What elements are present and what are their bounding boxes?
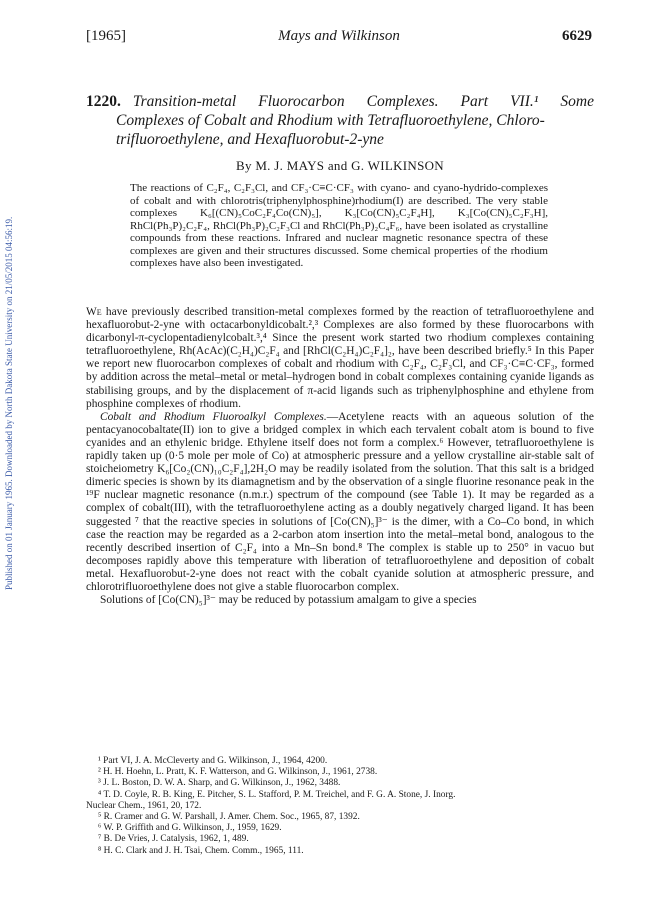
title-line-2: Complexes of Cobalt and Rhodium with Tetrafluoroethylene, Chloro- xyxy=(116,112,545,129)
header-year: [1965] xyxy=(86,28,126,44)
footnote: ⁴ T. D. Coyle, R. B. King, E. Pitcher, S. L. Stafford, P. M. Treichel, and F. G. A. Stone, J. Inorg. xyxy=(98,789,456,800)
article-title xyxy=(86,92,594,149)
download-stamp-text[interactable]: Published on 01 January 1965. Downloaded by North Dakota State University on 21/05/2015 04:56:19. xyxy=(4,216,14,590)
title-line-3: trifluoroethylene, and Hexafluorobut-2-yne xyxy=(116,131,384,148)
paragraph-2: Cobalt and Rhodium Fluoroalkyl Complexes.—Acetylene reacts with an aqueous solution of the pentacyanocobaltate(II) ion to give a bridged complex in which each tervalent cobalt atom is bound to five cyanides and an ethylenic bridge. Ethylene itself does not form a complex.⁶ However, tetrafluoroethylene is rapidly taken up (0·5 mole per mole of Co) at atmospheric pressure and a yellow crystalline air-stable salt of stoicheiometry K₆[Co₂(CN)₁₀C₂F₄],2H₂O may be readily isolated from the solution. That this salt is a bridged dimeric species is shown by its diamagnetism and by the observation of a single fluorine resonance peak in the ¹⁹F nuclear magnetic resonance (n.m.r.) spectrum of the compound (see Table 1). It may be regarded as a complex of cobalt(III), with the tetrafluoroethylene acting as a doubly negatively charged ligand. It has been suggested ⁷ that the reactive species in solutions of [Co(CN)₅]³⁻ is the dimer, with a Co–Co bond, in which case the reaction may be regarded as a 2-carbon atom insertion into the metal–metal bond, analogous to the recently described insertion of C₂F₄ into a Mn–Sn bond.⁸ The complex is stable up to 250° in vacuo but decomposes rapidly above this temperature with liberation of tetrafluoroethylene and deposition of cobalt metal. Hexafluorobut-2-yne does not react with the cobalt cyanide solution at atmospheric pressure, and chlorotrifluoroethylene does not give a stable fluorocarbon complex. xyxy=(86,410,594,593)
title-line-1: Transition-metal Fluorocarbon Complexes. Part VII.¹ Some xyxy=(132,93,594,110)
footnote: ³ J. L. Boston, D. W. A. Sharp, and G. Wilkinson, J., 1962, 3488. xyxy=(98,778,341,789)
header-page-number: 6629 xyxy=(562,28,592,44)
footnote: ² H. H. Hoehn, L. Pratt, K. F. Watterson, and G. Wilkinson, J., 1961, 2738. xyxy=(98,767,378,778)
footnote: ⁵ R. Cramer and G. W. Parshall, J. Amer. Chem. Soc., 1965, 87, 1392. xyxy=(98,812,360,823)
header-authors: Mays and Wilkinson xyxy=(278,28,400,44)
footnote: ⁷ B. De Vries, J. Catalysis, 1962, 1, 489. xyxy=(98,834,249,845)
article-number: 1220. xyxy=(86,93,121,110)
drop-cap: We xyxy=(86,306,102,318)
footnotes xyxy=(86,756,594,857)
byline: By M. J. MAYS and G. WILKINSON xyxy=(236,158,444,173)
footnote: ⁸ H. C. Clark and J. H. Tsai, Chem. Comm., 1965, 111. xyxy=(98,845,304,856)
download-stamp xyxy=(4,130,18,590)
running-header xyxy=(86,28,592,48)
footnote-continuation: Nuclear Chem., 1961, 20, 172. xyxy=(86,800,202,811)
footnote: ⁶ W. P. Griffith and G. Wilkinson, J., 1959, 1629. xyxy=(98,823,282,834)
body-text xyxy=(86,306,594,607)
abstract: The reactions of C₂F₄, C₂F₃Cl, and CF₃·C≡C·CF₃ with cyano- and cyano-hydrido-complexes of cobalt and with chlorotris(triphenylphosphine)rhodium(I) are described. The very stable complexes K₆[(CN)₅CoC₂F₄Co(CN)₅], K₃[Co(CN)₅C₂F₄H], K₃[Co(CN)₅C₂F₃H], RhCl(Ph₃P)₂C₂F₄, RhCl(Ph₃P)₂C₂F₃Cl and RhCl(Ph₃P)₂C₄F₆, have been isolated as crystalline compounds from these reactions. Infrared and nuclear magnetic resonance spectra of these complexes are given and their structures discussed. Some chemical properties of the rhodium complexes have also been investigated. xyxy=(130,182,548,269)
section-heading: Cobalt and Rhodium Fluoroalkyl Complexes. xyxy=(100,410,327,423)
paragraph-3: Solutions of [Co(CN)₅]³⁻ may be reduced by potassium amalgam to give a species xyxy=(100,594,477,607)
paragraph-1: We have previously described transition-metal complexes formed by the reaction of tetrafluoroethylene and hexafluorobut-2-yne with octacarbonyldicobalt.²,³ Complexes are also formed by these fluorocarbons with dicarbonyl-π-cyclopentadienylcobalt.³,⁴ Since the present work started two rhodium complexes containing tetrafluoroethylene, Rh(AcAc)(C₂H₄)C₂F₄ and [RhCl(C₂H₄)C₂F₄]₂, have been described briefly.⁵ In this Paper we report new fluorocarbon complexes of cobalt and rhodium with C₂F₄, C₂F₃Cl, and CF₃·C≡C·CF₃, formed by addition across the metal–metal or metal–hydrogen bond in cobalt complexes containing cyanide ligands as stabilising groups, and by the displacement of π-acid ligands such as triphenylphosphine and ethylene from phosphine complexes of rhodium. xyxy=(86,306,594,410)
footnote: ¹ Part VI, J. A. McCleverty and G. Wilkinson, J., 1964, 4200. xyxy=(98,756,328,766)
